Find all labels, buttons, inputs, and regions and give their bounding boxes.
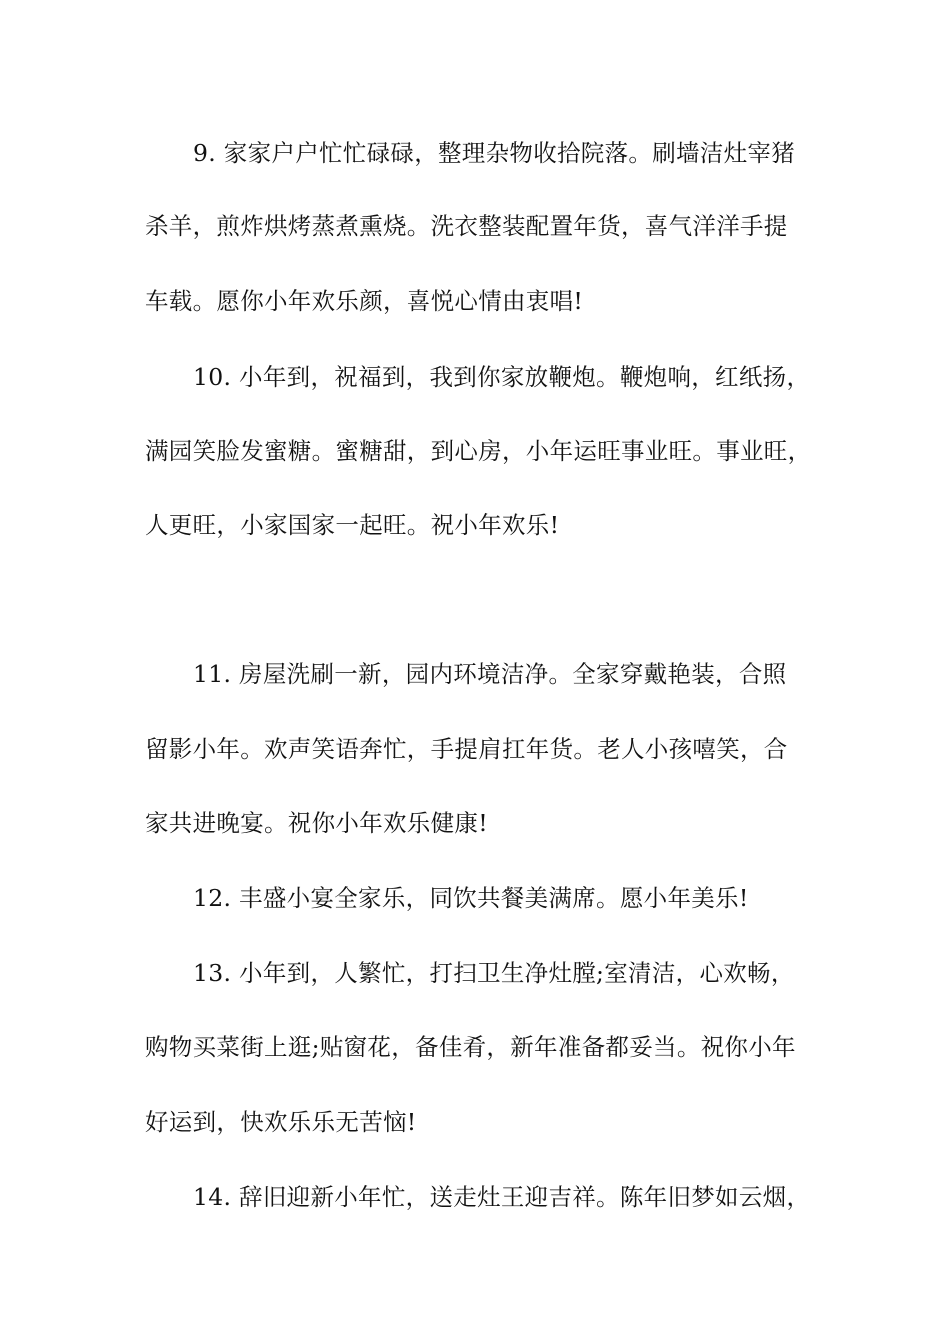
paragraph-10-line-3: 人更旺，小家国家一起旺。祝小年欢乐! xyxy=(145,511,560,539)
paragraph-9-line-1: 9. 家家户户忙忙碌碌，整理杂物收拾院落。刷墙洁灶宰猪 xyxy=(193,139,795,167)
paragraph-11-line-1: 11. 房屋洗刷一新，园内环境洁净。全家穿戴艳装，合照 xyxy=(193,660,787,688)
paragraph-12-line-1: 12. 丰盛小宴全家乐，同饮共餐美满席。愿小年美乐! xyxy=(193,884,749,912)
paragraph-10-line-2: 满园笑脸发蜜糖。蜜糖甜，到心房，小年运旺事业旺。事业旺， xyxy=(145,437,812,465)
paragraph-13-line-3: 好运到，快欢乐乐无苦恼! xyxy=(145,1108,417,1136)
paragraph-14-line-1: 14. 辞旧迎新小年忙，送走灶王迎吉祥。陈年旧梦如云烟， xyxy=(193,1183,811,1211)
paragraph-11-line-2: 留影小年。欢声笑语奔忙，手提肩扛年货。老人小孩嘻笑，合 xyxy=(145,735,788,763)
paragraph-9-line-3: 车载。愿你小年欢乐颜，喜悦心情由衷唱! xyxy=(145,287,584,315)
paragraph-13-line-2: 购物买菜街上逛;贴窗花，备佳肴，新年准备都妥当。祝你小年 xyxy=(145,1033,796,1061)
paragraph-9-line-2: 杀羊，煎炸烘烤蒸煮熏烧。洗衣整装配置年货，喜气洋洋手提 xyxy=(145,212,788,240)
paragraph-13-line-1: 13. 小年到，人繁忙，打扫卫生净灶膛;室清洁，心欢畅， xyxy=(193,959,795,987)
paragraph-11-line-3: 家共进晚宴。祝你小年欢乐健康! xyxy=(145,809,488,837)
paragraph-10-line-1: 10. 小年到，祝福到，我到你家放鞭炮。鞭炮响，红纸扬， xyxy=(193,363,811,391)
